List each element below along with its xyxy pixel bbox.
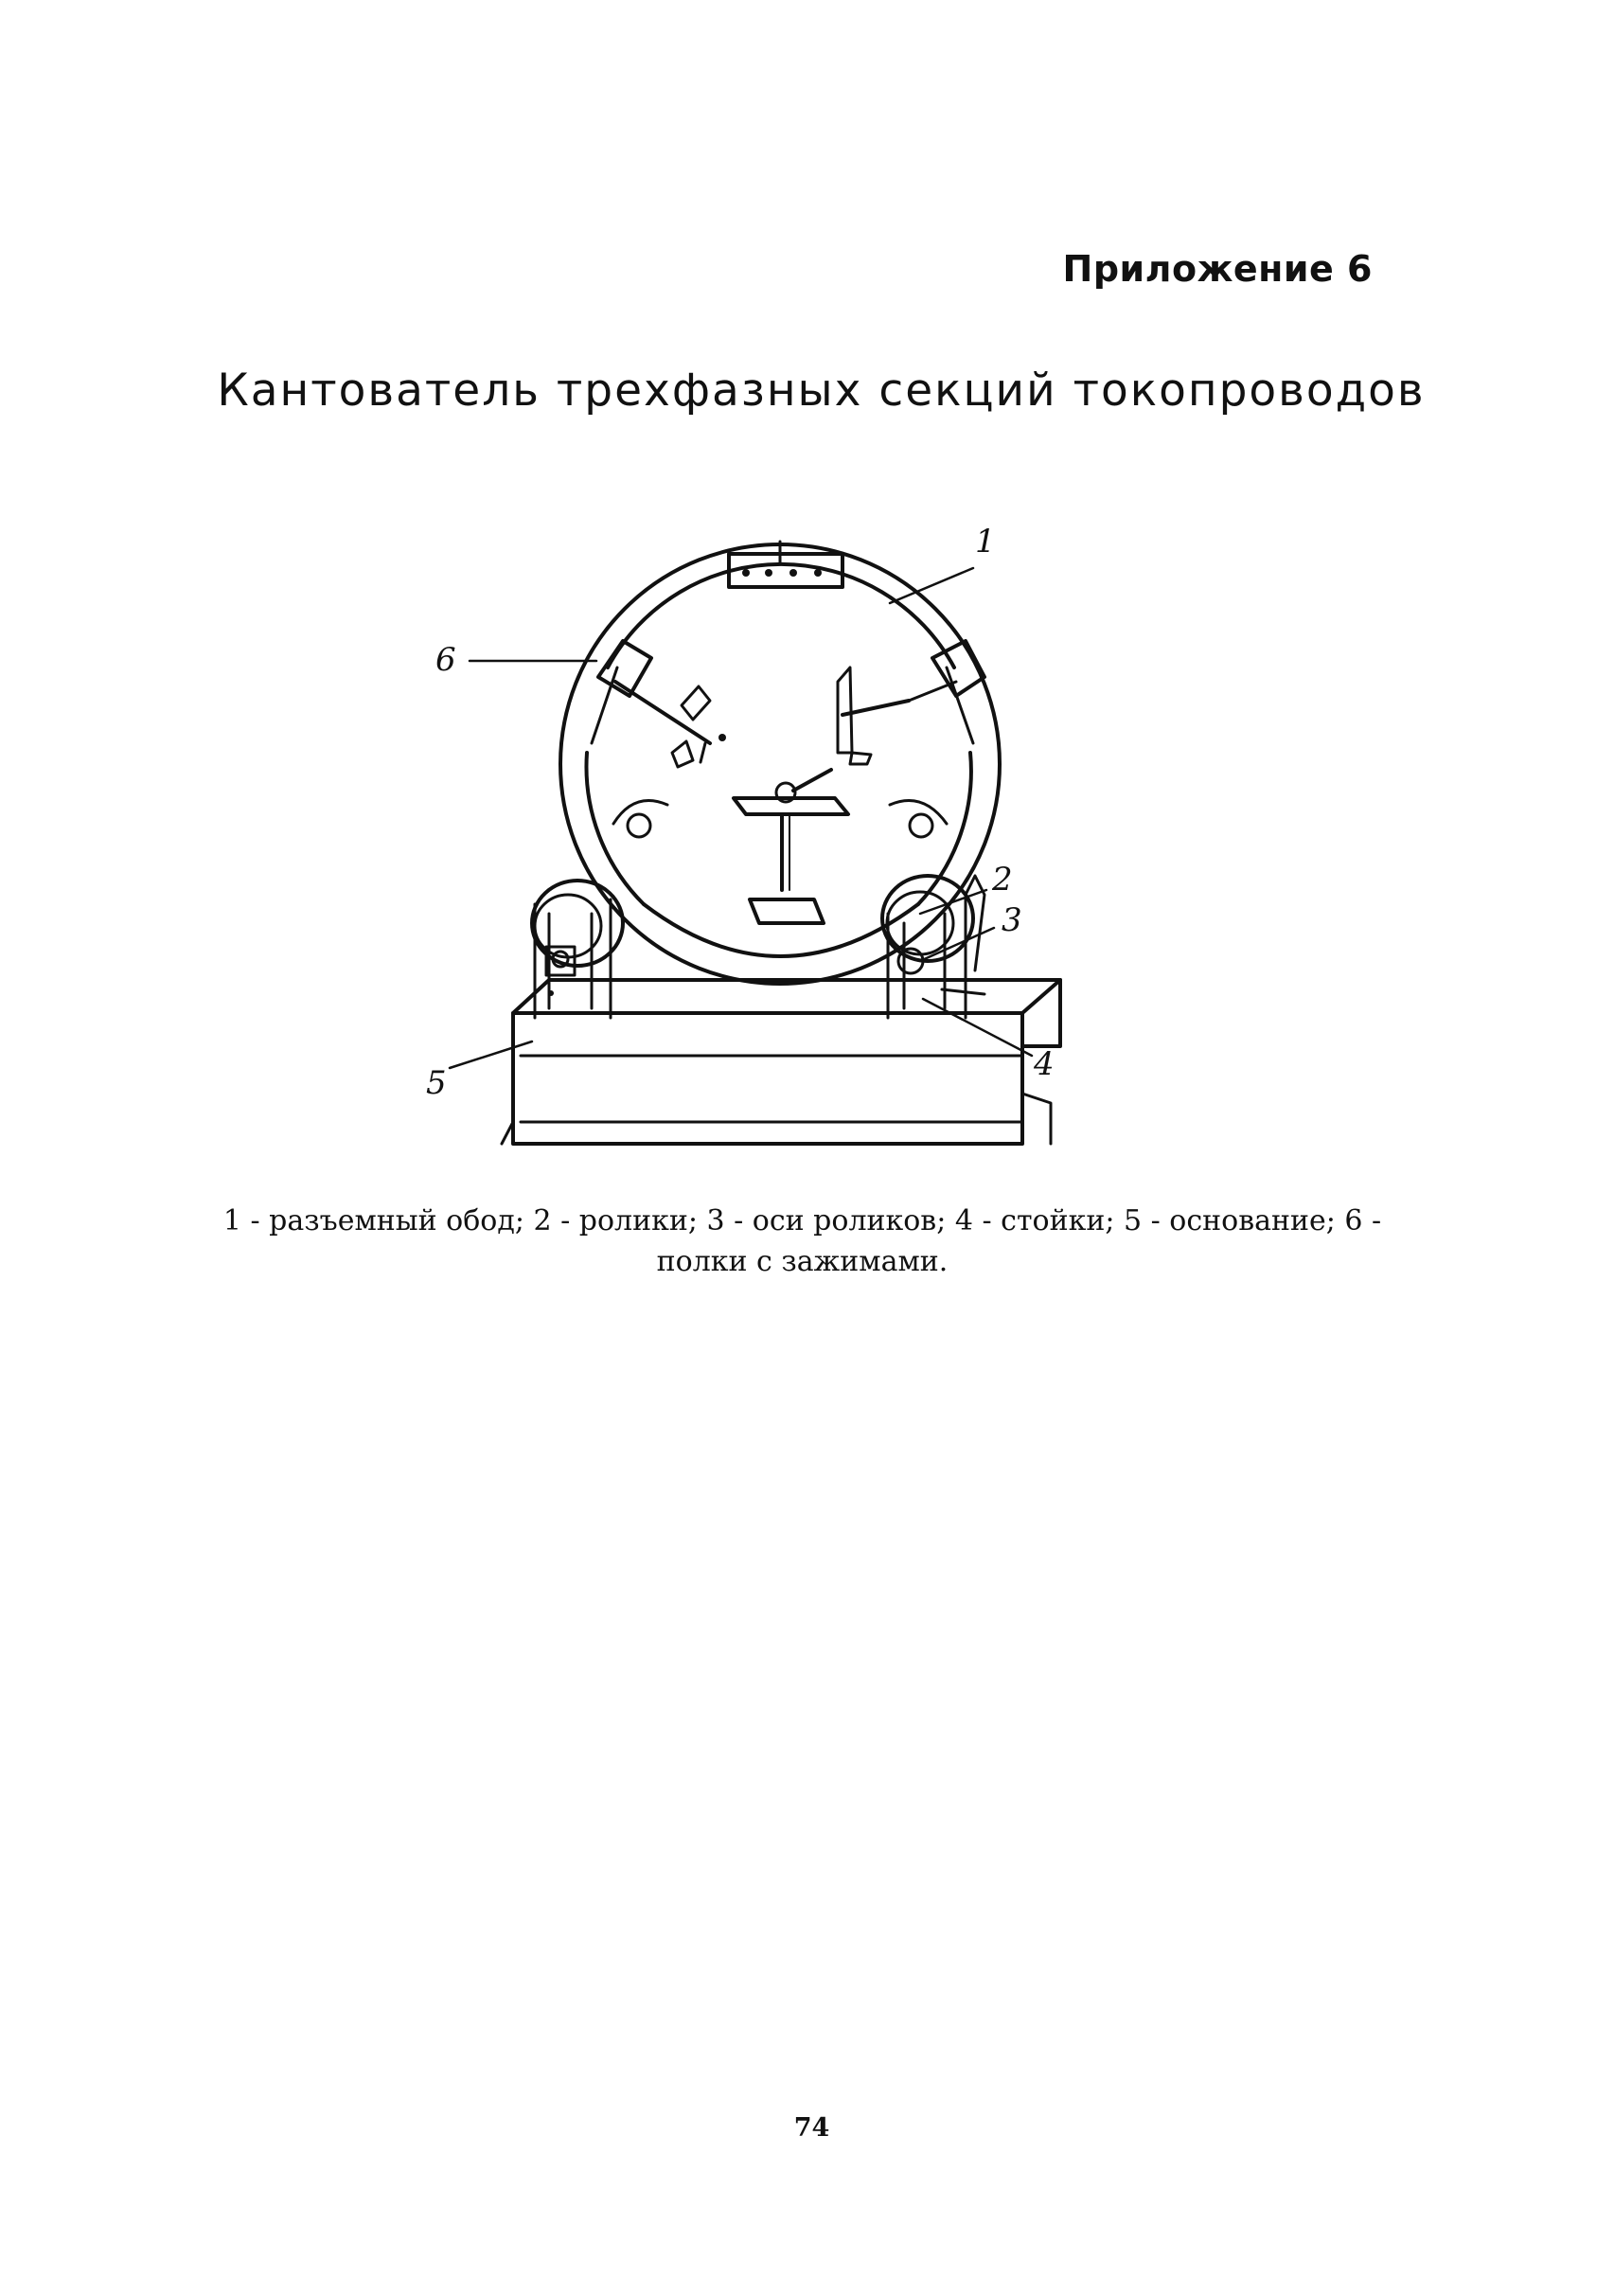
right-shelf-clamp [838,641,984,764]
split-rim [560,542,1000,984]
callout-4: 4 [1034,1045,1055,1083]
left-roller-stand [532,881,623,1018]
callout-1: 1 [975,523,996,561]
base-beam [502,980,1060,1144]
left-shelf-clamp [598,641,726,767]
tilter-illustration [398,516,1155,1179]
figure-caption: 1 - разъемный обод; 2 - ролики; 3 - оси роликов; 4 - стойки; 5 - основание; 6 - полки с зажимами. [222,1204,1382,1278]
callout-3: 3 [1002,901,1022,939]
callout-2: 2 [992,861,1013,899]
bottom-shelf-clamp [734,770,848,923]
callout-6: 6 [435,641,456,679]
tilter-drawing [398,516,1155,1179]
page-number: 74 [793,2113,830,2143]
callout-5: 5 [426,1064,447,1102]
appendix-label: Приложение 6 [1062,248,1373,290]
page-title: Кантователь трехфазных секций токопроводов [217,365,1426,417]
